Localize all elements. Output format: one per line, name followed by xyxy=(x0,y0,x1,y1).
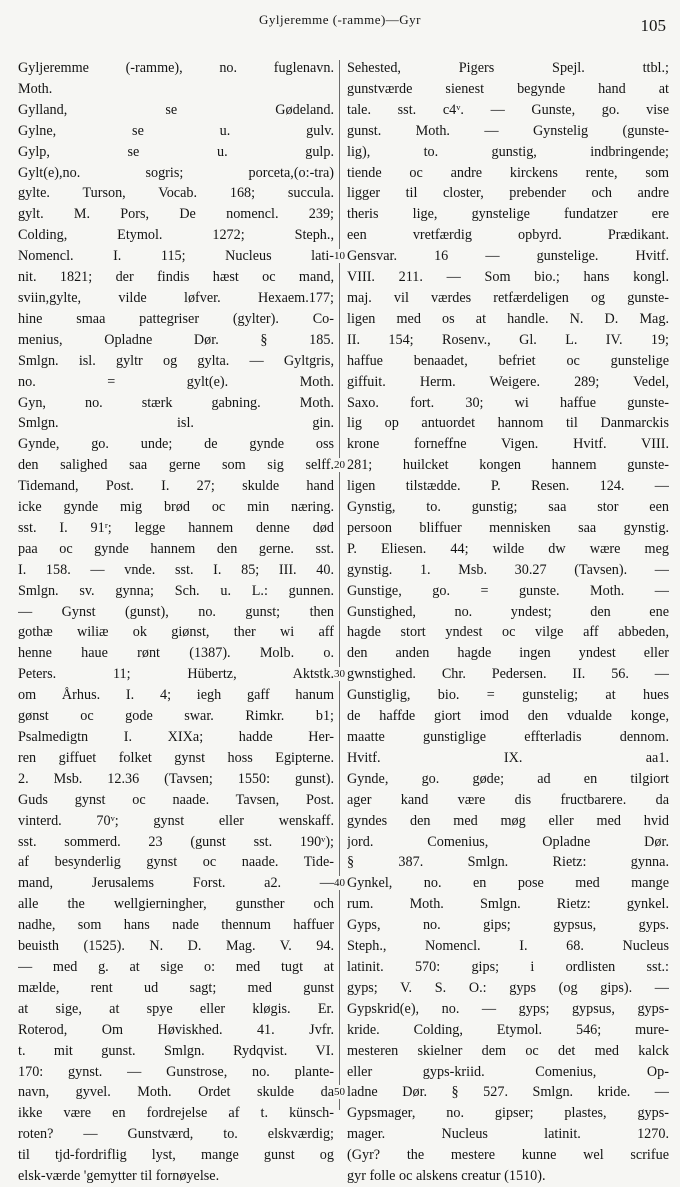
text-line: mesteren skielner dem oc det med kalck xyxy=(347,1042,669,1059)
page-number: 105 xyxy=(640,16,666,35)
text-line: gyndes den med møg eller med hvid xyxy=(347,812,669,829)
text-line: ligger til closter, prebender och andre xyxy=(347,185,669,202)
text-line: hagde stort yndest oc vilge aff abbeden, xyxy=(347,624,669,641)
running-head: Gyljeremme (-ramme)—Gyr xyxy=(258,12,422,27)
text-line: rum. Moth. Smlgn. Rietz: gynkel. xyxy=(347,896,669,913)
text-line: gunst. Moth. — Gynstelig (gunste- xyxy=(347,122,669,139)
text-line: persoon bliffuer mennisken saa gynstig. xyxy=(347,519,669,536)
text-line: den salighed saa gerne som sig selff. xyxy=(18,457,334,474)
text-line: een vretfærdig opbyrd. Prædikant. xyxy=(347,227,669,244)
column-divider xyxy=(339,60,340,1110)
text-line: mælde, rent ud sagt; med gunst xyxy=(18,979,334,996)
text-line: Gunstighed, no. yndest; den ene xyxy=(347,603,669,620)
text-line: Gypsmager, no. gipser; plastes, gyps- xyxy=(347,1105,669,1122)
text-line: Gynstig, to. gunstig; saa stor een xyxy=(347,499,669,516)
text-line: Gypskrid(e), no. — gyps; gypsus, gyps- xyxy=(347,1000,669,1017)
right-column xyxy=(347,58,669,1187)
text-line: alle the wellgierningher, gunsther och xyxy=(18,896,334,913)
text-line: kride. Colding, Etymol. 546; mure- xyxy=(347,1021,669,1038)
text-line: hine smaa pattegriser (gylter). Co- xyxy=(18,310,334,327)
text-line: Gylp, se u. gulp. xyxy=(18,143,334,160)
text-line: Gylt(e),no. sogris; porceta,(o:-tra) xyxy=(18,164,334,181)
text-line: II. 154; Rosenv., Gl. L. IV. 19; xyxy=(347,331,669,348)
text-line: Smlgn. isl. gyltr og gylta. — Gyltgris, xyxy=(18,352,334,369)
text-line: ladne Dør. § 527. Smlgn. kride. — xyxy=(347,1084,669,1101)
text-line: Nomencl. I. 115; Nucleus lati- xyxy=(18,248,334,265)
text-line: t. mit gunst. Smlgn. Rydqvist. VI. xyxy=(18,1042,334,1059)
text-line: ren giffuet folket gynst hoss Egipterne. xyxy=(18,749,334,766)
text-line: Colding, Etymol. 1272; Steph., xyxy=(18,227,334,244)
text-line: I. 158. — vnde. sst. I. 85; III. 40. xyxy=(18,561,334,578)
text-line: den anden hagde ingen yndest eller xyxy=(347,645,669,662)
line-number: 20 xyxy=(334,459,345,472)
text-line: sst. sommerd. 23 (gunst sst. 190ᵛ); xyxy=(18,833,334,850)
text-line: gyps; V. S. O.: gyps (og gips). — xyxy=(347,979,669,996)
text-line: Moth. xyxy=(18,80,53,97)
text-line: navn, gyvel. Moth. Ordet skulde da xyxy=(18,1084,334,1101)
text-line: Roterod, Om Høviskhed. 41. Jvfr. xyxy=(18,1021,334,1038)
text-line: sviin,gylte, vilde løfver. Hexaem.177; xyxy=(18,289,334,306)
text-line: eller gyps-kriid. Comenius, Op- xyxy=(347,1063,669,1080)
text-line: Smlgn. sv. gynna; Sch. u. L.: gunnen. xyxy=(18,582,334,599)
text-line: jord. Comenius, Opladne Dør. xyxy=(347,833,669,850)
text-line: no. = gylt(e). Moth. xyxy=(18,373,334,390)
text-line: gunstværde sienest begynde hand at xyxy=(347,80,669,97)
text-line: gylte. Turson, Vocab. 168; succula. xyxy=(18,185,334,202)
text-line: Hvitf. IX. aa1. xyxy=(347,749,669,766)
text-line: af besynderlig gynst oc naade. Tide- xyxy=(18,854,334,871)
text-line: gyr folle oc alskens creatur (1510). xyxy=(347,1168,546,1185)
text-line: gwnstighed. Chr. Pedersen. II. 56. — xyxy=(347,666,669,683)
text-line: Saxo. fort. 30; wi haffue gunste- xyxy=(347,394,669,411)
text-line: Gyn, no. stærk gabning. Moth. xyxy=(18,394,334,411)
text-line: tale. sst. c4ᵛ. — Gunste, go. vise xyxy=(347,101,669,118)
text-line: 2. Msb. 12.36 (Tavsen; 1550: gunst). xyxy=(18,770,334,787)
text-line: VIII. 211. — Som bio.; hans kongl. xyxy=(347,269,669,286)
text-line: maj. vil værdes retfærdeligen og gunste- xyxy=(347,289,669,306)
text-line: Sehested, Pigers Spejl. ttbl.; xyxy=(347,60,669,76)
text-line: sst. I. 91ʳ; legge hannem denne død xyxy=(18,519,334,536)
text-line: maatte gunstiglige effterladis dennom. xyxy=(347,729,669,745)
line-number: 50 xyxy=(334,1086,345,1099)
text-line: ligen tilstædde. P. Resen. 124. — xyxy=(347,478,669,495)
text-line: om Århus. I. 4; iegh gaff hanum xyxy=(18,687,334,704)
text-line: paa oc gynde hannem den gerne. sst. xyxy=(18,540,334,557)
text-line: (Gyr? the mestere kunne wel scrifue xyxy=(347,1147,669,1164)
text-line: Gyljeremme (-ramme), no. fuglenavn. xyxy=(18,60,334,76)
text-line: Smlgn. isl. gin. xyxy=(18,415,334,432)
text-line: mager. Nucleus latinit. 1270. xyxy=(347,1126,669,1143)
text-line: Gynde, go. unde; de gynde oss xyxy=(18,436,334,453)
text-line: latinit. 570: gips; i ordlisten sst.: xyxy=(347,958,669,975)
line-number: 30 xyxy=(334,668,345,681)
text-line: nadhe, som hans nade thennum haffuer xyxy=(18,917,334,934)
text-line: Gunstige, go. = gunste. Moth. — xyxy=(347,582,669,599)
text-line: menius, Opladne Dør. § 185. xyxy=(18,331,334,348)
text-line: gynstig. 1. Msb. 30.27 (Tavsen). — xyxy=(347,561,669,578)
text-line: gønst oc gode swar. Rimkr. b1; xyxy=(18,708,334,725)
text-line: Gylne, se u. gulv. xyxy=(18,122,334,139)
text-line: icke gynde mig brød oc min næring. xyxy=(18,499,334,516)
text-line: lig), to. gunstig, indbringende; xyxy=(347,143,669,160)
text-line: Gyps, no. gips; gypsus, gyps. xyxy=(347,917,669,934)
text-line: P. Eliesen. 44; wilde dw wære meg xyxy=(347,540,669,557)
text-line: 170: gynst. — Gunstrose, no. plante- xyxy=(18,1063,334,1080)
line-number: 40 xyxy=(334,877,345,890)
text-line: Steph., Nomencl. I. 68. Nucleus xyxy=(347,938,669,955)
left-column xyxy=(18,58,334,1187)
text-line: til tjd-fordriflig lyst, mange gunst og xyxy=(18,1147,334,1164)
line-number: 10 xyxy=(334,250,345,263)
text-line: beuisth (1525). N. D. Mag. V. 94. xyxy=(18,938,334,955)
text-line: krone forneffne Vigen. Hvitf. VIII. xyxy=(347,436,669,453)
text-line: vinterd. 70ᵛ; gynst eller wenskaff. xyxy=(18,812,334,829)
text-line: lig op antuordet hannom til Danmarckis xyxy=(347,415,669,432)
text-line: Gylland, se Gødeland. xyxy=(18,101,334,118)
text-line: tiende oc andre kirckens rente, som xyxy=(347,164,669,181)
text-line: Gynkel, no. en pose med mange xyxy=(347,875,669,892)
text-line: mand, Jerusalems Forst. a2. — xyxy=(18,875,334,892)
text-line: giffuit. Herm. Weigere. 289; Vedel, xyxy=(347,373,669,390)
text-line: roten? — Gunstværd, to. elskværdig; xyxy=(18,1126,334,1143)
text-line: at sige, at spye eller kløgis. Er. xyxy=(18,1000,334,1017)
text-line: ikke være en fordrejelse af t. künsch- xyxy=(18,1105,334,1122)
text-line: ligen med os at handle. N. D. Mag. xyxy=(347,310,669,327)
text-line: gylt. M. Pors, De nomencl. 239; xyxy=(18,206,334,223)
text-line: elsk-værde 'gemytter til fornøyelse. xyxy=(18,1168,220,1185)
text-line: de haffde giort imod den vdualde konge, xyxy=(347,708,669,725)
text-line: Peters. 11; Hübertz, Aktstk. xyxy=(18,666,334,683)
text-line: Gensvar. 16 — gunstelige. Hvitf. xyxy=(347,248,669,265)
text-line: Psalmedigtn I. XIXa; hadde Her- xyxy=(18,729,334,745)
text-line: theris lige, gynstelige fundatzer ere xyxy=(347,206,669,223)
text-line: 281; huilcket kongen hannem gunste- xyxy=(347,457,669,474)
text-line: Gynde, go. gøde; ad en tilgiort xyxy=(347,770,669,787)
text-line: Guds gynst oc naade. Tavsen, Post. xyxy=(18,791,334,808)
text-line: Tidemand, Post. I. 27; skulde hand xyxy=(18,478,334,495)
text-line: ager kand være dis fructbarere. da xyxy=(347,791,669,808)
text-line: — med g. at sige o: med tugt at xyxy=(18,958,334,975)
text-line: nit. 1821; der findis hæst oc mand, xyxy=(18,269,334,286)
text-line: § 387. Smlgn. Rietz: gynna. xyxy=(347,854,669,871)
text-line: haffue benaadet, befriet oc gunstelige xyxy=(347,352,669,369)
text-line: henne haue rønt (1387). Molb. o. xyxy=(18,645,334,662)
text-line: Gunstiglig, bio. = gunstelig; at hues xyxy=(347,687,669,704)
text-line: — Gynst (gunst), no. gunst; then xyxy=(18,603,334,620)
text-line: gothæ wiliæ ok giønst, ther wi aff xyxy=(18,624,334,641)
